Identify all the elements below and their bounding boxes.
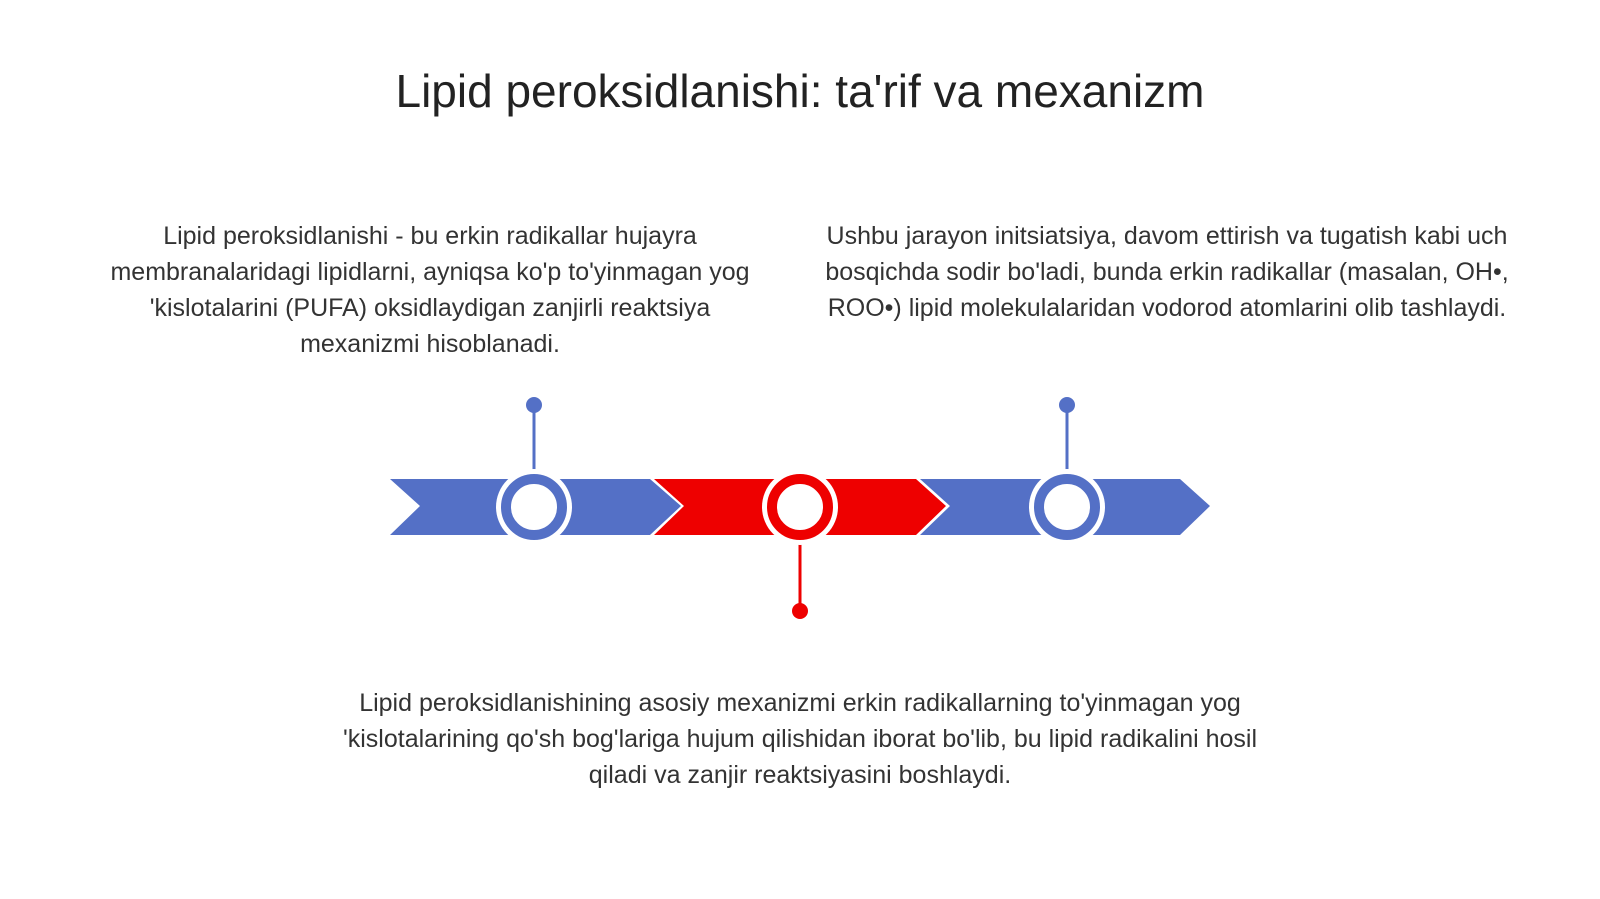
timeline-pin-dot-2 xyxy=(792,603,808,619)
paragraph-stages: Ushbu jarayon initsiatsiya, davom ettirish va tugatish kabi uch bosqichda sodir bo'ladi, bunda erkin radikallar (masalan, OH•, ROO•) lipid molekulalaridan vodorod atomlarini olib tashlaydi. xyxy=(825,222,1509,322)
timeline-node-1 xyxy=(506,479,562,535)
timeline-pin-dot-3 xyxy=(1059,397,1075,413)
slide-title: Lipid peroksidlanishi: ta'rif va mexanizm xyxy=(395,65,1205,117)
timeline-node-2 xyxy=(772,479,828,535)
paragraph-definition: Lipid peroksidlanishi - bu erkin radikallar hujayra membranalaridagi lipidlarni, ayniqsa ko'p to'yinmagan yog 'kislotalarini (PUFA) oksidlaydigan zanjirli reaktsiya mexanizmi hisoblanadi. xyxy=(110,222,750,358)
timeline-node-3 xyxy=(1039,479,1095,535)
timeline-pin-dot-1 xyxy=(526,397,542,413)
paragraph-mechanism: Lipid peroksidlanishining asosiy mexanizmi erkin radikallarning to'yinmagan yog 'kislotalarining qo'sh bog'lariga hujum qilishidan iborat bo'lib, bu lipid radikalini hosil qiladi va zanjir reaktsiyasini boshlaydi. xyxy=(342,689,1258,789)
